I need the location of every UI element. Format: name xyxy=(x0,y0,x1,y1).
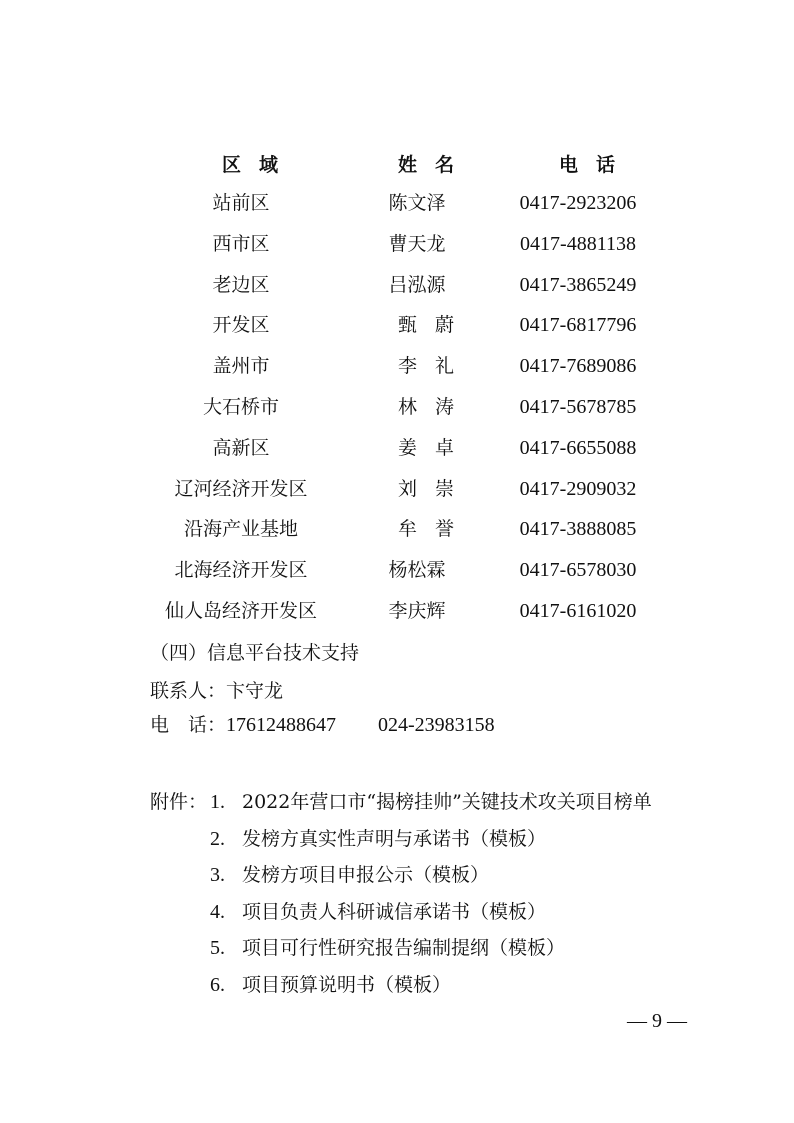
attachment-title: 项目负责人科研诚信承诺书（模板） xyxy=(242,900,547,923)
attachment-title: 项目可行性研究报告编制提纲（模板） xyxy=(242,937,566,960)
attachment-item xyxy=(150,821,652,858)
attachment-number: 2. xyxy=(210,827,225,850)
attachment-title: 项目预算说明书（模板） xyxy=(242,973,452,996)
attachment-item xyxy=(150,894,652,931)
table-row xyxy=(0,428,794,469)
cell-name: 牟誉 xyxy=(397,518,473,541)
attachment-number: 1. xyxy=(210,791,225,813)
cell-name: 陈文泽 xyxy=(388,192,446,214)
contact-label: 联系人： xyxy=(150,680,227,702)
cell-phone: 0417-6817796 xyxy=(519,314,637,337)
table-body xyxy=(0,183,794,632)
attachments-label: 附件： xyxy=(150,791,208,813)
attachment-number: 3. xyxy=(210,864,225,887)
cell-region: 站前区 xyxy=(212,192,270,214)
cell-region: 西市区 xyxy=(212,232,270,255)
support-contact-line xyxy=(150,676,283,703)
support-section-title: （四）信息平台技术支持 xyxy=(150,642,360,664)
cell-name: 刘崇 xyxy=(397,477,473,500)
contact-table xyxy=(0,145,794,632)
attachment-title: 发榜方真实性声明与承诺书（模板） xyxy=(242,827,547,850)
cell-region: 仙人岛经济开发区 xyxy=(164,599,317,622)
cell-phone: 0417-3888085 xyxy=(519,518,637,541)
cell-phone: 0417-6161020 xyxy=(519,599,637,622)
attachments-list xyxy=(150,784,652,1004)
cell-name: 李庆辉 xyxy=(388,599,446,622)
cell-region: 开发区 xyxy=(212,314,270,337)
attachment-item xyxy=(150,857,652,894)
page-number: — 9 — xyxy=(627,1010,687,1032)
attachment-number: 4. xyxy=(210,900,225,923)
cell-name: 杨松霖 xyxy=(388,559,446,582)
attachment-item xyxy=(150,967,652,1004)
header-phone: 电话 xyxy=(558,154,634,176)
table-row xyxy=(0,183,794,224)
cell-name: 林涛 xyxy=(397,395,473,418)
cell-name: 甄蔚 xyxy=(397,314,473,337)
table-row xyxy=(0,469,794,510)
attachment-title: 发榜方项目申报公示（模板） xyxy=(242,864,490,887)
cell-region: 北海经济开发区 xyxy=(174,559,308,582)
attachment-title: 2022年营口市“揭榜挂帅”关键技术攻关项目榜单 xyxy=(242,791,652,813)
attachment-number: 6. xyxy=(210,973,225,996)
cell-name: 李礼 xyxy=(397,355,473,378)
cell-phone: 0417-4881138 xyxy=(520,232,636,255)
cell-name: 姜卓 xyxy=(397,436,473,459)
cell-phone: 0417-2909032 xyxy=(519,477,637,500)
table-row xyxy=(0,305,794,346)
support-phone-line xyxy=(150,710,495,737)
cell-name: 吕泓源 xyxy=(388,273,446,296)
cell-phone: 0417-6578030 xyxy=(519,559,637,582)
table-row xyxy=(0,224,794,265)
cell-region: 高新区 xyxy=(212,436,270,459)
table-row xyxy=(0,509,794,550)
table-row xyxy=(0,265,794,306)
phone-number-2: 024-23983158 xyxy=(378,714,495,736)
header-name: 姓名 xyxy=(397,154,473,176)
header-region: 区域 xyxy=(221,154,297,176)
cell-region: 盖州市 xyxy=(212,355,270,378)
table-header-row xyxy=(0,145,794,183)
cell-region: 老边区 xyxy=(212,273,270,296)
table-row xyxy=(0,387,794,428)
cell-phone: 0417-6655088 xyxy=(519,436,637,459)
cell-region: 大石桥市 xyxy=(202,395,279,418)
attachment-number: 5. xyxy=(210,937,225,960)
cell-phone: 0417-2923206 xyxy=(519,192,637,214)
attachment-item xyxy=(150,784,652,821)
attachment-item xyxy=(150,930,652,967)
table-row xyxy=(0,550,794,591)
cell-phone: 0417-5678785 xyxy=(519,395,637,418)
phone-label: 电 话： xyxy=(150,714,227,736)
table-row xyxy=(0,346,794,387)
cell-region: 辽河经济开发区 xyxy=(174,477,308,500)
cell-phone: 0417-7689086 xyxy=(519,355,637,378)
cell-phone: 0417-3865249 xyxy=(519,273,637,296)
table-row xyxy=(0,591,794,632)
cell-region: 沿海产业基地 xyxy=(183,518,298,541)
contact-name: 卞守龙 xyxy=(226,680,284,702)
phone-number-1: 17612488647 xyxy=(226,714,337,736)
cell-name: 曹天龙 xyxy=(388,232,446,255)
